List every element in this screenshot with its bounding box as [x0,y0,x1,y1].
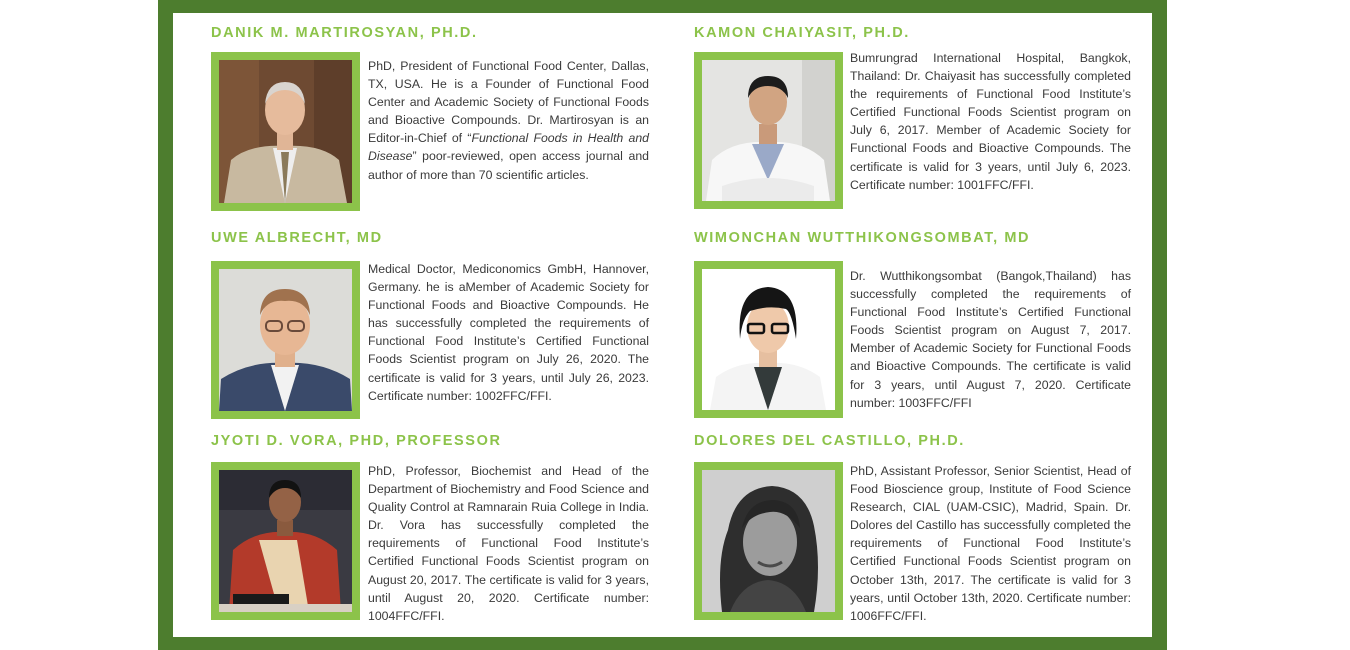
bio-del-castillo: PhD, Assistant Professor, Senior Scientist, Head of Food Bioscience group, Institute of Food Science Research, CIAL (UAM-CSIC), Madrid, Spain. Dr. Dolores del Castillo has successfully completed the requirements of Functional Food Institute’s Certified Functional Foods Scientist program on October 13th, 2017. The certificate is valid for 3 years, until October 13th, 2020. Certificate number: 1006FFC/FFI. [850,464,1131,623]
portrait-woman-saree [219,470,352,612]
person-name-chaiyasit: KAMON CHAIYASIT, PH.D. [694,25,910,41]
bio-text: PhD, President of Functional Food Center, Dallas, TX, USA. He is a Founder of Functional Food Center and Academic Society of Functional Foods and Bioactive Compounds. Dr. Martirosyan is an Editor-in-Chief of “ [368,59,649,146]
person-name-wutthikongsombat: WIMONCHAN WUTTHIKONGSOMBAT, MD [694,230,1031,246]
journal-title: Functional Foods in Health and Disease [368,131,649,164]
person-name-albrecht: UWE ALBRECHT, MD [211,230,383,246]
photo-albrecht [211,261,360,419]
photo-martirosyan [211,52,360,211]
person-name-martirosyan: DANIK M. MARTIROSYAN, PH.D. [211,25,478,41]
bio-martirosyan [368,57,649,184]
photo-del-castillo [694,462,843,620]
portrait-woman-glasses [702,269,835,410]
person-name-del-castillo: DOLORES DEL CASTILLO, PH.D. [694,433,965,449]
bio-vora: PhD, Professor, Biochemist and Head of the Department of Biochemistry and Food Science and Quality Control at Ramnarain Ruia College in India. Dr. Vora has successfully completed the requirements of Functional Food Institute’s Certified Functional Foods Scientist program on August 20, 2017. The certificate is valid for 3 years, until August 20, 2020. Certificate number: 1004FFC/FFI. [368,464,649,623]
portrait-man-glasses [219,269,352,411]
portrait-man-white-coat [702,60,835,201]
bio-albrecht: Medical Doctor, Mediconomics GmbH, Hannover, Germany. he is aMember of Academic Society for Functional Foods and Bioactive Compounds. He has successfully completed the requirements of Functional Food Institute’s Certified Functional Foods Scientist program on July 26, 2020. The certificate is valid for 3 years, until July 26, 2023. Certificate number: 1002FFC/FFI. [368,262,649,403]
photo-wutthikongsombat [694,261,843,418]
person-name-vora: JYOTI D. VORA, PHD, PROFESSOR [211,433,502,449]
bio-wutthikongsombat: Dr. Wutthikongsombat (Bangok,Thailand) has successfully completed the requirements of Functional Food Institute’s Certified Functional Foods Scientist program on August 7, 2017. Member of Academic Society for Functional Foods and Bioactive Compounds. The certificate is valid for 3 years, until August 7, 2020. Certificate number: 1003FFC/FFI [850,269,1131,410]
bio-text: ” poor-reviewed, open access journal and author of more than 70 scientific articles. [368,149,649,182]
portrait-man-suit [219,60,352,203]
portrait-woman-grayscale [702,470,835,612]
photo-chaiyasit [694,52,843,209]
photo-vora [211,462,360,620]
bio-chaiyasit: Bumrungrad International Hospital, Bangkok, Thailand: Dr. Chaiyasit has successfully completed the requirements of Functional Food Institute’s Certified Functional Foods Scientist program on July 6, 2017. Member of Academic Society for Functional Foods and Bioactive Compounds. The certificate is valid for 3 years, until July 6, 2023. Certificate number: 1001FFC/FFI. [850,51,1131,192]
